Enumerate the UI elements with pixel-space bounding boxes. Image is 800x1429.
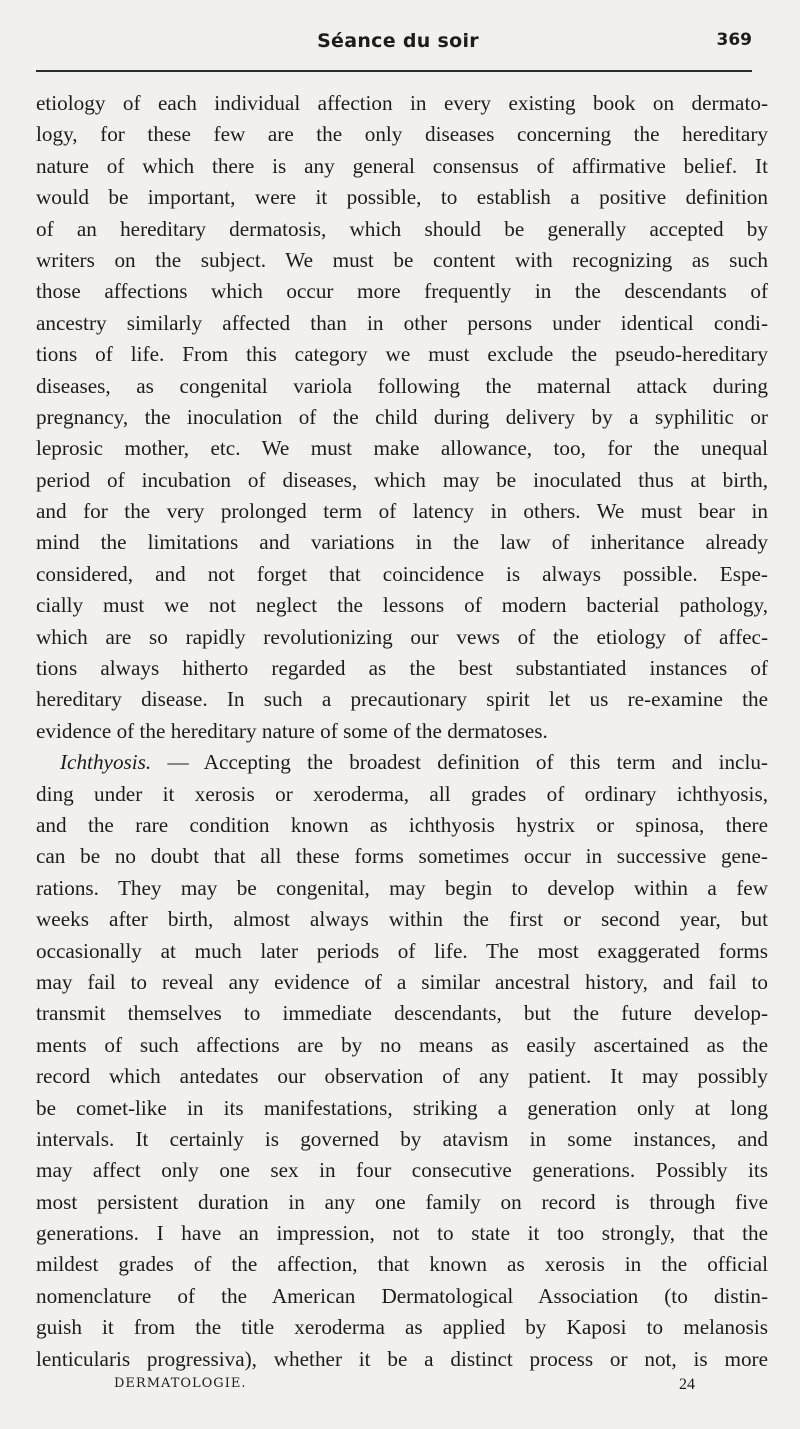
text-line: ding under it xerosis or xeroderma, all grades of ordinary ichthyosis, (36, 781, 768, 806)
text-line: tions of life. From this category we must exclude the pseudo-hereditary (36, 342, 768, 367)
text-line: lenticularis progressiva), whether it be a distinct process or not, is more (36, 1346, 768, 1371)
text-line: pregnancy, the inoculation of the child during delivery by a syphilitic or (36, 404, 768, 429)
text-line: be comet-like in its manifestations, striking a generation only at long (36, 1095, 768, 1120)
text-line: period of incubation of diseases, which may be inoculated thus at birth, (36, 467, 768, 492)
text-line: tions always hitherto regarded as the best substantiated instances of (36, 656, 768, 681)
text-line-rest: — Accepting the broadest definition of this term and inclu- (151, 750, 768, 775)
text-line: which are so rapidly revolutionizing our vews of the etiology of affec- (36, 624, 768, 649)
sheet-number: 24 (679, 1376, 695, 1393)
paragraph-etiology (36, 88, 768, 747)
text-line: ments of such affections are by no means as easily ascertained as the (36, 1032, 768, 1057)
text-line-with-heading (36, 747, 768, 778)
text-line: hereditary disease. In such a precautionary spirit let us re-examine the (36, 687, 768, 712)
text-line: leprosic mother, etc. We must make allowance, too, for the unequal (36, 436, 768, 461)
text-line: nomenclature of the American Dermatological Association (to distin- (36, 1283, 768, 1308)
text-line: logy, for these few are the only diseases concerning the hereditary (36, 122, 768, 147)
text-line: nature of which there is any general consensus of affirmative belief. It (36, 153, 768, 178)
text-line: diseases, as congenital variola following the maternal attack during (36, 373, 768, 398)
text-line: those affections which occur more frequently in the descendants of (36, 279, 768, 304)
text-line: record which antedates our observation of any patient. It may possibly (36, 1064, 768, 1089)
text-line: occasionally at much later periods of life. The most exaggerated forms (36, 938, 768, 963)
paragraph-ichthyosis (36, 747, 768, 1375)
text-line: and for the very prolonged term of latency in others. We must bear in (36, 499, 768, 524)
running-title: Séance du soir (317, 30, 479, 52)
text-line: ancestry similarly affected than in other persons under identical condi- (36, 310, 768, 335)
page-number: 369 (716, 30, 752, 50)
text-line: and the rare condition known as ichthyosis hystrix or spinosa, there (36, 812, 768, 837)
text-line: evidence of the hereditary nature of some of the dermatoses. (36, 718, 548, 743)
text-line: would be important, were it possible, to establish a positive definition (36, 185, 768, 210)
text-line: generations. I have an impression, not to state it too strongly, that the (36, 1221, 768, 1246)
text-line: transmit themselves to immediate descendants, but the future develop- (36, 1001, 768, 1026)
text-line: considered, and not forget that coincidence is always possible. Espe- (36, 561, 768, 586)
header-rule (36, 70, 752, 72)
running-head (36, 30, 760, 60)
text-line: most persistent duration in any one family on record is through five (36, 1189, 768, 1214)
text-line: can be no doubt that all these forms sometimes occur in successive gene- (36, 844, 768, 869)
signature-mark: DERMATOLOGIE. (114, 1376, 247, 1391)
text-line: cially must we not neglect the lessons of modern bacterial pathology, (36, 593, 768, 618)
text-line: may fail to reveal any evidence of a similar ancestral history, and fail to (36, 969, 768, 994)
text-line: of an hereditary dermatosis, which should be generally accepted by (36, 216, 768, 241)
text-line: etiology of each individual affection in every existing book on dermato- (36, 91, 768, 115)
text-line: writers on the subject. We must be content with recognizing as such (36, 247, 768, 272)
page-footer (36, 1376, 760, 1400)
text-line: weeks after birth, almost always within the first or second year, but (36, 907, 768, 932)
text-line: rations. They may be congenital, may begin to develop within a few (36, 875, 768, 900)
text-line: mildest grades of the affection, that known as xerosis in the official (36, 1252, 768, 1277)
text-line: intervals. It certainly is governed by atavism in some instances, and (36, 1126, 768, 1151)
text-line: mind the limitations and variations in the law of inheritance already (36, 530, 768, 555)
section-heading-ichthyosis: Ichthyosis. (60, 750, 152, 775)
body-text (36, 88, 768, 1375)
text-line: may affect only one sex in four consecutive generations. Possibly its (36, 1158, 768, 1183)
text-line: guish it from the title xeroderma as applied by Kaposi to melanosis (36, 1315, 768, 1340)
